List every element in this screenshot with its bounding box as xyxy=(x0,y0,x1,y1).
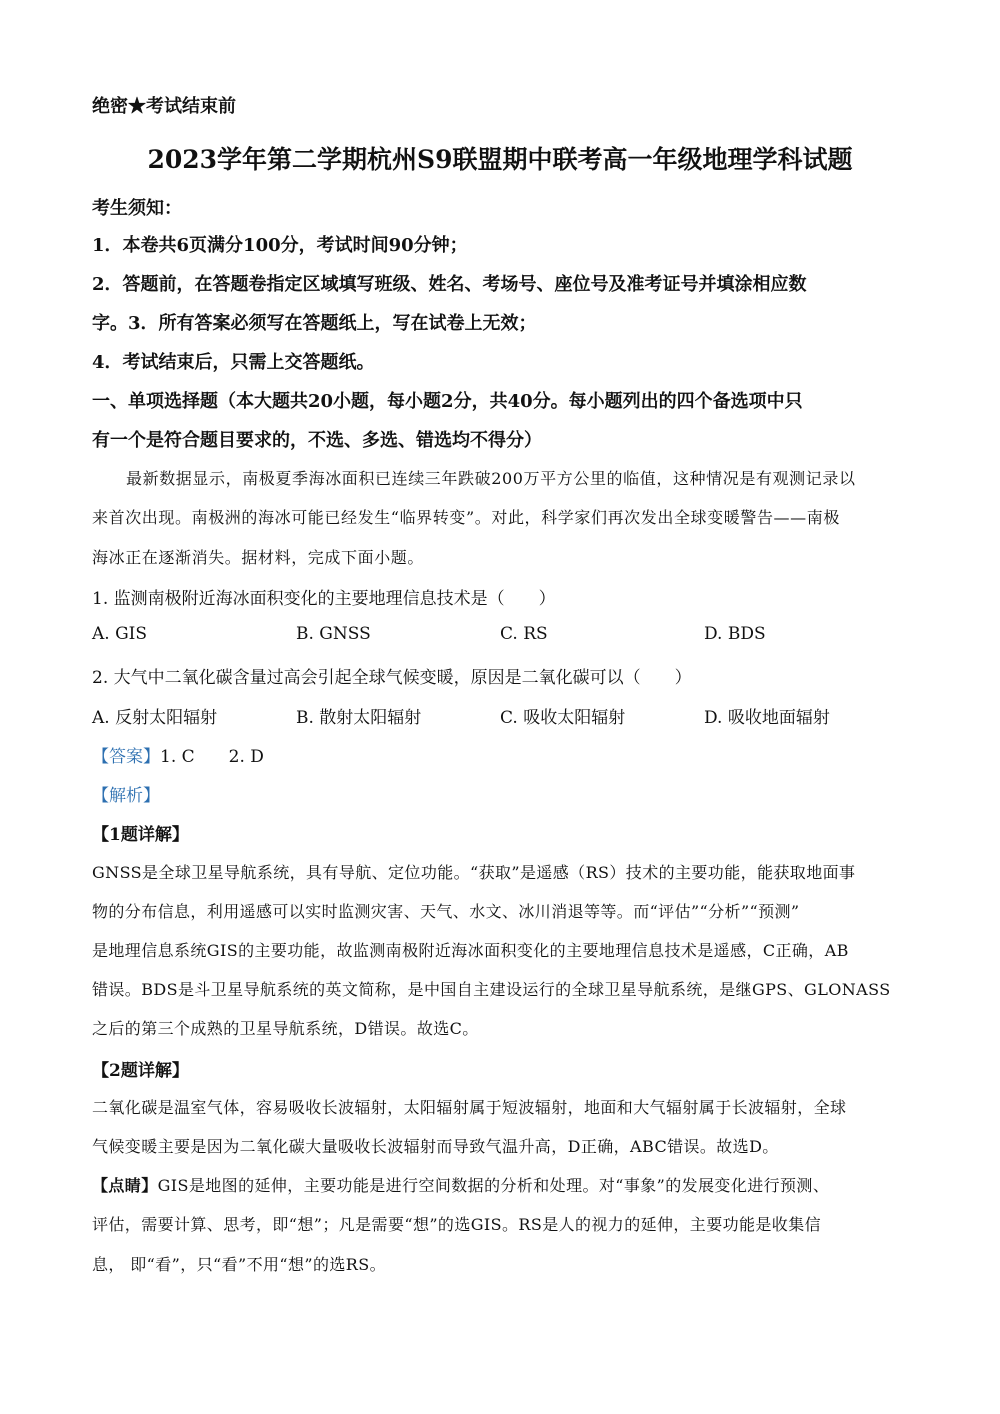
detail-1-line: 是地理信息系统GIS的主要功能，故监测南极附近海冰面积变化的主要地理信息技术是遥感，C正确，AB xyxy=(92,941,849,960)
detail-1-line: GNSS是全球卫星导航系统，具有导航、定位功能。“获取”是遥感（RS）技术的主要功能，能获取地面事 xyxy=(92,863,856,882)
question-2-option-d: D. 吸收地面辐射 xyxy=(704,708,830,728)
notice-item: 1．本卷共6页满分100分，考试时间90分钟； xyxy=(92,235,468,256)
passage-line: 来首次出现。南极洲的海冰可能已经发生“临界转变”。对此，科学家们再次发出全球变暖警告——南极 xyxy=(92,508,840,527)
question-1-option-a: A. GIS xyxy=(92,624,148,644)
question-1-option-b: B. GNSS xyxy=(296,624,371,644)
question-2-option-c: C. 吸收太阳辐射 xyxy=(500,708,626,728)
detail-1-line: 之后的第三个成熟的卫星导航系统，D错误。故选C。 xyxy=(92,1019,479,1038)
tip-line: 评估，需要计算、思考，即“想”；凡是需要“想”的选GIS。RS是人的视力的延伸，主要功能是收集信 xyxy=(92,1215,821,1234)
tip-text: GIS是地图的延伸，主要功能是进行空间数据的分析和处理。对“事象”的发展变化进行预测、 xyxy=(157,1176,830,1195)
notice-item: 2．答题前，在答题卷指定区域填写班级、姓名、考场号、座位号及准考证号并填涂相应数 xyxy=(92,274,807,295)
tip-line: 息， 即“看”，只“看”不用“想”的选RS。 xyxy=(92,1255,386,1274)
question-2-option-a: A. 反射太阳辐射 xyxy=(92,708,218,728)
answer-value: 1. C 2. D xyxy=(160,747,264,767)
question-2-stem: 2. 大气中二氧化碳含量过高会引起全球气候变暖，原因是二氧化碳可以（ ） xyxy=(92,668,692,688)
detail-1-line: 错误。BDS是斗卫星导航系统的英文简称，是中国自主建设运行的全球卫星导航系统，是继GPS、GLONASS xyxy=(92,980,891,999)
confidential-label: 绝密★考试结束前 xyxy=(92,96,236,117)
tip-line xyxy=(92,1173,829,1196)
notice-item: 字。3．所有答案必须写在答题纸上，写在试卷上无效； xyxy=(92,313,537,334)
detail-2-line: 气候变暖主要是因为二氧化碳大量吸收长波辐射而导致气温升高，D正确，ABC错误。故选D。 xyxy=(92,1137,779,1156)
detail-2-label: 【2题详解】 xyxy=(92,1061,189,1081)
section-heading-cont: 有一个是符合题目要求的，不选、多选、错选均不得分） xyxy=(92,430,542,451)
detail-1-line: 物的分布信息，利用遥感可以实时监测灾害、天气、水文、冰川消退等等。而“评估”“分析”“预测” xyxy=(92,902,800,921)
section-heading: 一、单项选择题（本大题共20小题，每小题2分，共40分。每小题列出的四个备选项中只 xyxy=(92,391,803,412)
analysis-label: 【解析】 xyxy=(92,786,160,806)
tip-label: 【点睛】 xyxy=(92,1176,158,1195)
passage-line: 海冰正在逐渐消失。据材料，完成下面小题。 xyxy=(92,548,425,567)
answer-label: 【答案】 xyxy=(92,747,160,767)
detail-1-label: 【1题详解】 xyxy=(92,825,189,845)
question-2-option-b: B. 散射太阳辐射 xyxy=(296,708,422,728)
notice-heading: 考生须知： xyxy=(92,198,182,219)
detail-2-line: 二氧化碳是温室气体，容易吸收长波辐射，太阳辐射属于短波辐射，地面和大气辐射属于长波辐射，全球 xyxy=(92,1098,847,1117)
notice-item: 4．考试结束后，只需上交答题纸。 xyxy=(92,352,375,373)
page-title: 2023学年第二学期杭州S9联盟期中联考高一年级地理学科试题 xyxy=(147,145,853,174)
question-1-stem: 1. 监测南极附近海冰面积变化的主要地理信息技术是（ ） xyxy=(92,589,556,609)
question-1-option-c: C. RS xyxy=(500,624,548,644)
question-1-option-d: D. BDS xyxy=(704,624,766,644)
answer-row xyxy=(92,742,264,767)
passage-line: 最新数据显示，南极夏季海冰面积已连续三年跌破200万平方公里的临值，这种情况是有观测记录以 xyxy=(126,469,856,488)
